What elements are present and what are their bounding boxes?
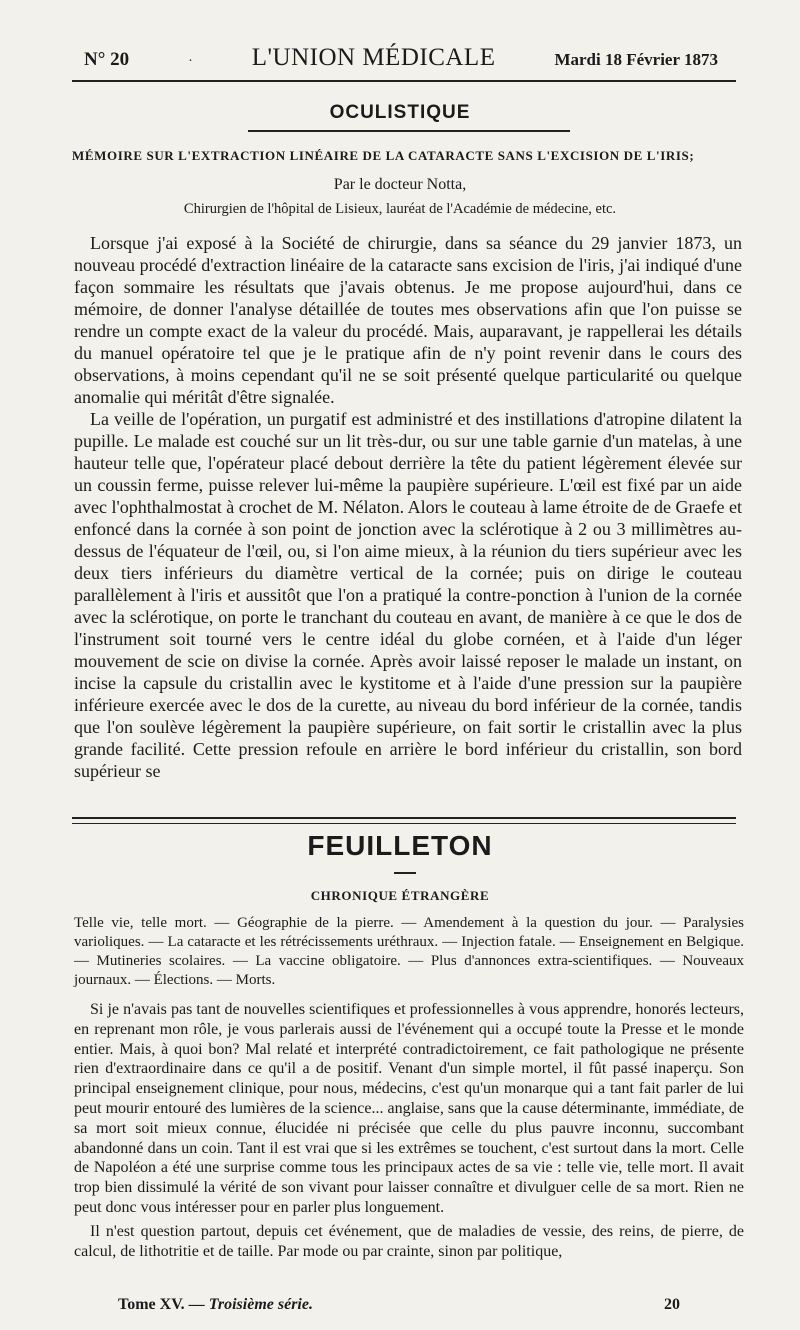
series-label: Troisième série. xyxy=(208,1296,313,1313)
article-body xyxy=(74,232,742,782)
article-paragraph: La veille de l'opération, un purgatif est administré et des instillations d'atropine dilatent la pupille. Le malade est couché sur un lit très-dur, ou sur une table garnie d'un matelas, à une hauteur telle que, l'opérateur placé debout derrière la tête du patient légèrement élevée sur un coussin ferme, puisse relever lui-même la paupière supérieure. L'œil est fixé par un aide avec l'ophthalmostat à crochet de M. Nélaton. Alors le couteau à lame étroite de de Graefe et enfoncé dans la cornée à son point de jonction avec la sclérotique à 2 ou 3 millimètres au-dessus de l'équateur de l'œil, ou, si l'on aime mieux, à la réunion du tiers supérieur avec les deux tiers inférieurs du diamètre vertical de la cornée; puis on dirige le couteau parallèlement à l'iris et aussitôt que l'on a pratiqué la contre-ponction à l'union de la cornée avec la sclérotique, on porte le tranchant du couteau en avant, de manière à ce que le dos de l'instrument soit tourné vers le centre idéal du globe cornéen, et à l'aide d'un léger mouvement de scie on divise la cornée. Après avoir laissé reposer le malade un instant, on incise la capsule du cristallin avec le kystitome et à l'aide d'une pression sur la paupière inférieure exercée avec le dos de la curette, au niveau du bord inférieur de la cornée, tandis que l'on soulève légèrement la paupière supérieure, on fait sortir le cristallin avec la plus grande facilité. Cette pression refoule en arrière le bord inférieur du cristallin, son bord supérieur se xyxy=(74,409,742,781)
feuilleton-rule xyxy=(72,817,736,819)
chronique-title: CHRONIQUE ÉTRANGÈRE xyxy=(310,888,490,903)
page-footer xyxy=(118,1296,680,1314)
article-paragraph: Lorsque j'ai exposé à la Société de chirurgie, dans sa séance du 29 janvier 1873, un nouveau procédé d'extraction linéaire de la cataracte sans excision de l'iris, j'ai indiqué d'une façon sommaire les résultats que j'avais obtenus. Je me propose aujourd'hui, dans ce mémoire, de donner l'analyse détaillée de toutes mes observations afin que l'on puisse se rendre un compte exact de la valeur du procédé. Mais, auparavant, je rappellerai les détails du manuel opératoire tel que je le pratique afin de n'y point revenir dans le cours des observations, à moins cependant qu'il ne se soit présenté quelque particularité ou quelque anomalie qui méritât d'être signalée. xyxy=(74,233,742,407)
page-number: 20 xyxy=(664,1296,680,1313)
feuilleton-paragraph: Il n'est question partout, depuis cet événement, que de maladies de vessie, des reins, de pierre, de calcul, de lithotritie et de taille. Par mode ou par crainte, sinon par politique, xyxy=(74,1222,744,1260)
feuilleton-rule-thin xyxy=(72,823,736,824)
feuilleton-paragraph: Si je n'avais pas tant de nouvelles scientifiques et professionnelles à vous apprendre, honorés lecteurs, en reprenant mon rôle, je vous parlerais aussi de l'événement qui a occupé toute la Presse et le monde entier. Mais, à quoi bon? Mal relaté et interprété contradictoirement, ce fait pathologique ne présente rien d'extraordinaire dans ce qu'il a de positif. Venant d'un simple mortel, il fût passé inaperçu. Son principal enseignement clinique, pour nous, médecins, c'est qu'un monarque qui a tant fait parler de lui peut mourir entouré des lumières de la science... anglaise, sans que la cause déterminante, immédiate, de sa mort soit mieux connue, élucidée ni précisée que celle du plus pauvre inconnu, succombant abandonné dans un coin. Tant il est vrai que si les extrêmes se touchent, c'est surtout dans la mort. Celle de Napoléon a été une surprise comme tous les principaux actes de sa vie : telle vie, telle mort. Il avait trop bien dissimulé la vérité de son vivant pour laisser connaître et divulguer celle de sa mort. Rien ne peut donc vous intéresser pour en parler plus longuement. xyxy=(74,1001,744,1216)
memoire-title: MÉMOIRE SUR L'EXTRACTION LINÉAIRE DE LA CATARACTE SANS L'EXCISION DE L'IRIS; xyxy=(72,148,695,163)
journal-title: L'UNION MÉDICALE xyxy=(251,44,496,71)
feuilleton-title: FEUILLETON xyxy=(307,830,493,861)
feuilleton-body xyxy=(74,1000,744,1261)
issue-number: N° 20 xyxy=(84,49,130,70)
section-title-rule xyxy=(248,130,570,132)
author-line: Par le docteur Notta, xyxy=(333,176,467,193)
footer-volume xyxy=(118,1296,313,1314)
feuilleton-dash xyxy=(394,872,416,874)
volume-label: Tome XV. — xyxy=(118,1296,205,1313)
issue-date: Mardi 18 Février 1873 xyxy=(554,50,718,69)
header-separator: · xyxy=(188,54,193,69)
section-title: OCULISTIQUE xyxy=(329,102,471,123)
header-rule xyxy=(72,80,736,82)
author-affiliation: Chirurgien de l'hôpital de Lisieux, lauréat de l'Académie de médecine, etc. xyxy=(183,201,617,217)
feuilleton-summary: Telle vie, telle mort. — Géographie de la pierre. — Amendement à la question du jour. — Paralysies varioliques. — La cataracte et les rétrécissements uréthraux. — Injection fatale. — Enseignement en Belgique. — Mutineries scolaires. — La vaccine obligatoire. — Plus d'annonces extra-scientifiques. — Nouveaux journaux. — Élections. — Morts. xyxy=(74,915,744,988)
page-header xyxy=(84,44,718,78)
